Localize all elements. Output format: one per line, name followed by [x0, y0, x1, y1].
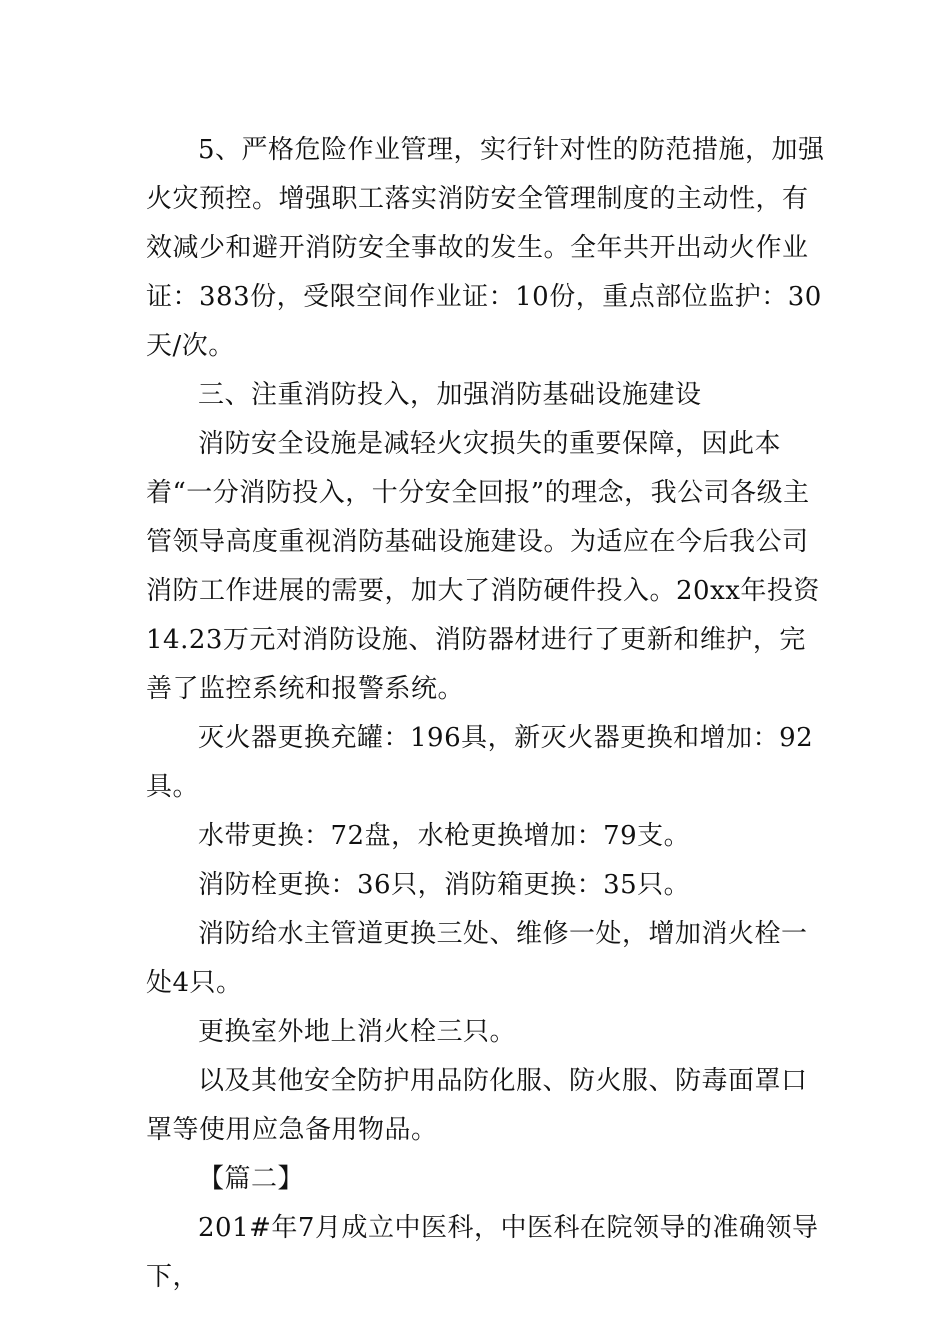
document-body	[146, 126, 826, 1302]
paragraph-facilities: 消防安全设施是减轻火灾损失的重要保障，因此本着“一分消防投入，十分安全回报”的理念，我公司各级主管领导高度重视消防基础设施建设。为适应在今后我公司消防工作进展的需要，加大了消防硬件投入。20xx年投资14.23万元对消防设施、消防器材进行了更新和维护，完善了监控系统和报警系统。	[146, 429, 820, 704]
paragraph-water-main: 消防给水主管道更换三处、维修一处，增加消火栓一处4只。	[146, 919, 808, 998]
paragraph-protective-gear: 以及其他安全防护用品防化服、防火服、防毒面罩口罩等使用应急备用物品。	[146, 1066, 808, 1145]
paragraph-outdoor-hydrants: 更换室外地上消火栓三只。	[198, 1017, 517, 1047]
section-heading-fire-investment: 三、注重消防投入，加强消防基础设施建设	[198, 380, 702, 410]
paragraph-hydrants: 消防栓更换：36只，消防箱更换：35只。	[198, 870, 691, 900]
paragraph-extinguishers: 灭火器更换充罐：196具，新灭火器更换和增加：92具。	[146, 723, 814, 802]
paragraph-hoses: 水带更换：72盘，水枪更换增加：79支。	[198, 821, 691, 851]
paragraph-hazardous-work: 5、严格危险作业管理，实行针对性的防范措施，加强火灾预控。增强职工落实消防安全管理制度的主动性，有效减少和避开消防安全事故的发生。全年共开出动火作业证：383份，受限空间作业证：10份，重点部位监护：30天/次。	[146, 135, 825, 361]
section-marker-part-two: 【篇二】	[198, 1164, 305, 1194]
paragraph-tcm-department: 201#年7月成立中医科，中医科在院领导的准确领导下，	[146, 1213, 819, 1292]
